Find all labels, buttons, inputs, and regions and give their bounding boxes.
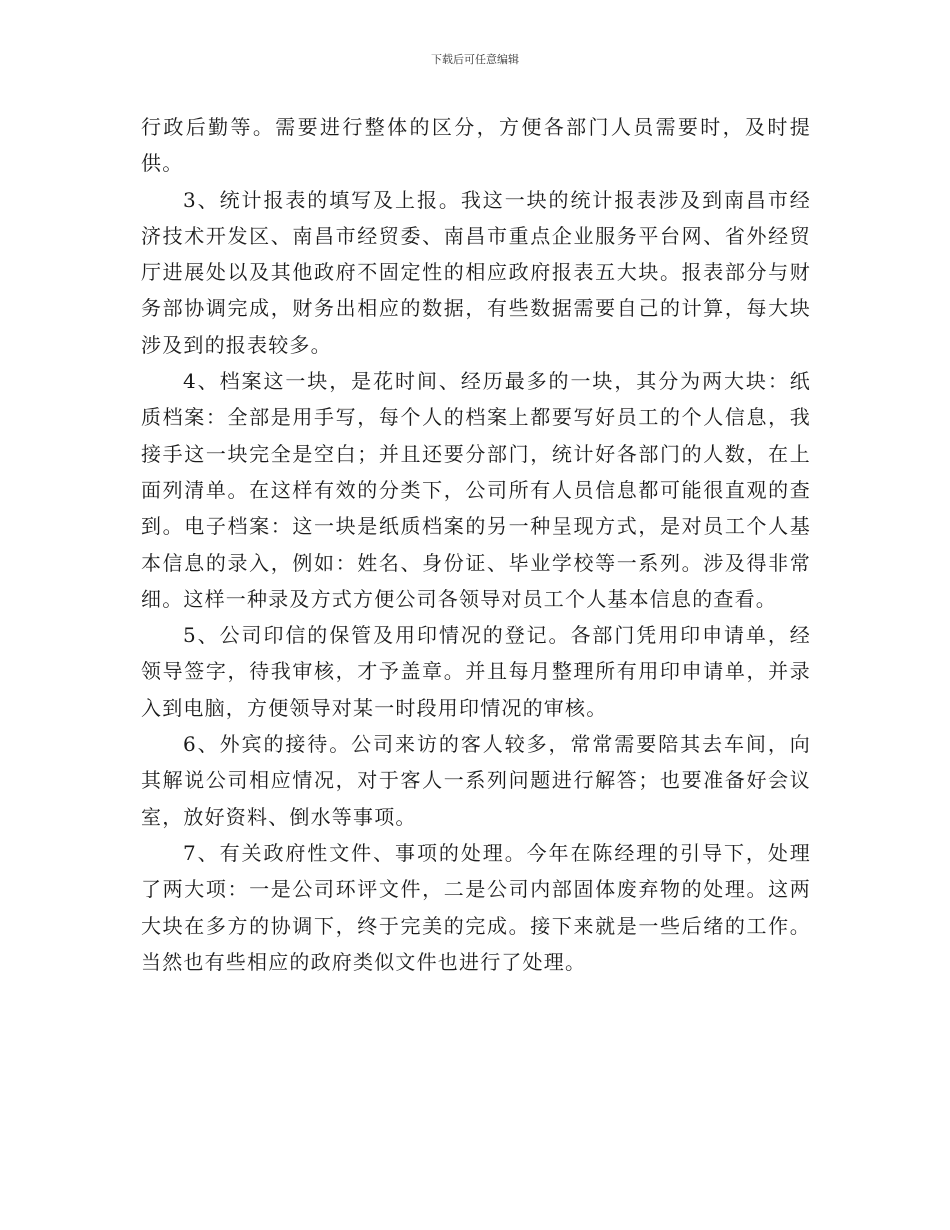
paragraph-continuation: 行政后勤等。需要进行整体的区分，方便各部门人员需要时，及时提供。: [141, 115, 811, 176]
page-header: 下载后可任意编辑: [431, 53, 519, 66]
paragraph-item-4: 4、档案这一块，是花时间、经历最多的一块，其分为两大块：纸质档案：全部是用手写，每个人的档案上都要写好员工的个人信息，我接手这一块完全是空白；并且还要分部门，统计好各部门的人数，在上面列清单。在这样有效的分类下，公司所有人员信息都可能很直观的查到。电子档案：这一块是纸质档案的另一种呈现方式，是对员工个人基本信息的录入，例如：姓名、身份证、毕业学校等一系列。涉及得非常细。这样一种录及方式方便公司各领导对员工个人基本信息的查看。: [141, 369, 811, 611]
paragraph-item-7: 7、有关政府性文件、事项的处理。今年在陈经理的引导下，处理了两大项：一是公司环评文件，二是公司内部固体废弃物的处理。这两大块在多方的协调下，终于完美的完成。接下来就是一些后绪的工作。当然也有些相应的政府类似文件也进行了处理。: [141, 840, 811, 974]
paragraph-item-5: 5、公司印信的保管及用印情况的登记。各部门凭用印申请单，经领导签字，待我审核，才予盖章。并且每月整理所有用印申请单，并录入到电脑，方便领导对某一时段用印情况的审核。: [141, 623, 811, 720]
paragraph-item-6: 6、外宾的接待。公司来访的客人较多，常常需要陪其去车间，向其解说公司相应情况，对于客人一系列问题进行解答；也要准备好会议室，放好资料、倒水等事项。: [141, 732, 811, 829]
document-body: [141, 109, 811, 980]
paragraph-item-3: 3、统计报表的填写及上报。我这一块的统计报表涉及到南昌市经济技术开发区、南昌市经贸委、南昌市重点企业服务平台网、省外经贸厅进展处以及其他政府不固定性的相应政府报表五大块。报表部分与财务部协调完成，财务出相应的数据，有些数据需要自己的计算，每大块涉及到的报表较多。: [141, 187, 811, 357]
